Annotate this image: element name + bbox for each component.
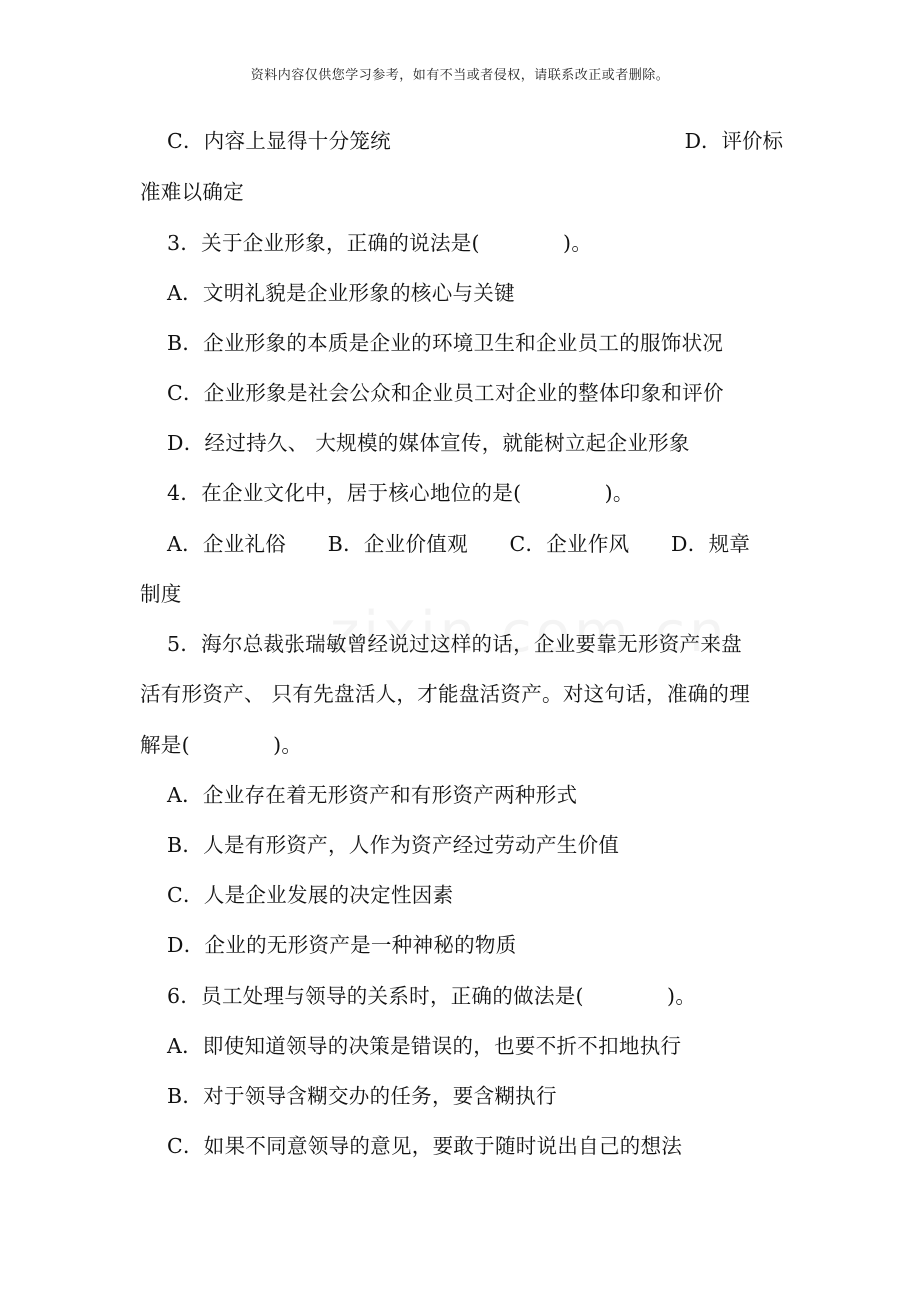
options-4: A．企业礼俗 B．企业价值观 C．企业作风 D．规章 [167,532,751,556]
question-5-line2: 活有形资产、 只有先盘活人，才能盘活资产。对这句话，准确的理 [140,682,751,706]
page-header-disclaimer: 资料内容仅供您学习参考，如有不当或者侵权，请联系改正或者删除。 [250,68,670,83]
option-5d: D．企业的无形资产是一种神秘的物质 [167,933,517,957]
option-3c: C．企业形象是社会公众和企业员工对企业的整体印象和评价 [167,381,724,405]
option-6c: C．如果不同意领导的意见，要敢于随时说出自己的想法 [167,1134,683,1158]
option-2d-cont: 准难以确定 [140,180,244,204]
option-3d: D．经过持久、 大规模的媒体宣传，就能树立起企业形象 [167,431,690,455]
options-4-cont: 制度 [140,582,182,606]
question-3: 3．关于企业形象，正确的说法是( )。 [167,231,593,255]
option-6a: A．即使知道领导的决策是错误的，也要不折不扣地执行 [167,1034,682,1058]
option-3b: B．企业形象的本质是企业的环境卫生和企业员工的服饰状况 [167,331,724,355]
option-2c: C．内容上显得十分笼统 [167,129,391,153]
option-6b: B．对于领导含糊交办的任务，要含糊执行 [167,1084,557,1108]
question-5-line3: 解是( )。 [140,733,303,757]
question-4: 4．在企业文化中，居于核心地位的是( )。 [167,481,634,505]
question-5: 5．海尔总裁张瑞敏曾经说过这样的话，企业要靠无形资产来盘 [167,632,742,656]
option-2d: D．评价标 [684,129,783,153]
option-5a: A．企业存在着无形资产和有形资产两种形式 [167,783,578,807]
option-5b: B．人是有形资产，人作为资产经过劳动产生价值 [167,833,620,857]
option-3a: A．文明礼貌是企业形象的核心与关键 [167,281,515,305]
option-5c: C．人是企业发展的决定性因素 [167,883,454,907]
question-6: 6．员工处理与领导的关系时，正确的做法是( )。 [167,984,697,1008]
